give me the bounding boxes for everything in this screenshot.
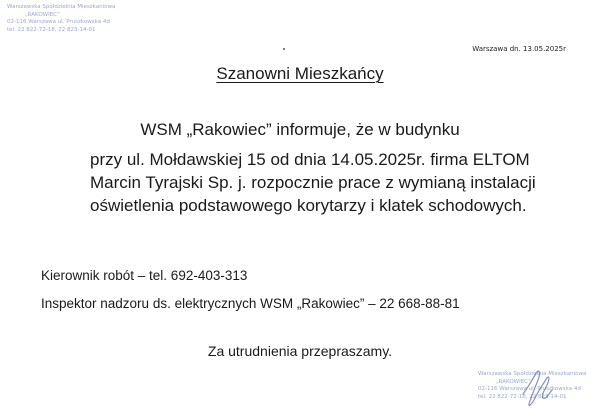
- document-date: Warszawa dn. 13.05.2025r: [472, 45, 566, 53]
- stamp-line: tel. 22 822-72-18, 22 823-14-01: [7, 26, 96, 33]
- announcement-paragraph: [90, 118, 536, 217]
- site-manager-contact: Kierownik robót – tel. 692-403-313: [41, 268, 248, 283]
- inspector-contact: Inspektor nadzoru ds. elektrycznych WSM „Rakowiec” – 22 668-88-81: [41, 296, 460, 311]
- heading-text: Szanowni Mieszkańcy: [216, 64, 384, 83]
- stamp-line: Warszawska Spółdzielnia Mieszkaniowa: [7, 4, 116, 10]
- stamp-line: 02-116 Warszawa ul. Pruszkowska 4d: [7, 19, 110, 25]
- apology-text: Za utrudnienia przepraszamy.: [207, 343, 393, 359]
- cooperative-stamp-top: [7, 4, 117, 60]
- announcement-line: Marcin Tyrajski Sp. j. rozpocznie prace z wymianą instalacji: [90, 173, 536, 192]
- stamp-line: tel. 22 822-72-18, 22 823-14-01: [478, 393, 567, 400]
- announcement-line: przy ul. Mołdawskiej 15 od dnia 14.05.2025r. firma ELTOM: [90, 150, 530, 169]
- document-heading: [0, 64, 600, 84]
- announcement-line: WSM „Rakowiec” informuje, że w budynku: [140, 120, 460, 139]
- announcement-line: oświetlenia podstawowego korytarzy i klatek schodowych.: [90, 196, 527, 215]
- cooperative-stamp-bottom: [478, 371, 594, 415]
- stamp-line: „RAKOWIEC”: [25, 11, 60, 18]
- scan-mark: [283, 48, 285, 50]
- stamp-line: Warszawska Spółdzielnia Mieszkaniowa: [478, 371, 587, 377]
- stamp-line: 02-116 Warszawa ul. Pruszkowska 4d: [478, 386, 581, 392]
- stamp-line: „RAKOWIEC”: [496, 378, 531, 385]
